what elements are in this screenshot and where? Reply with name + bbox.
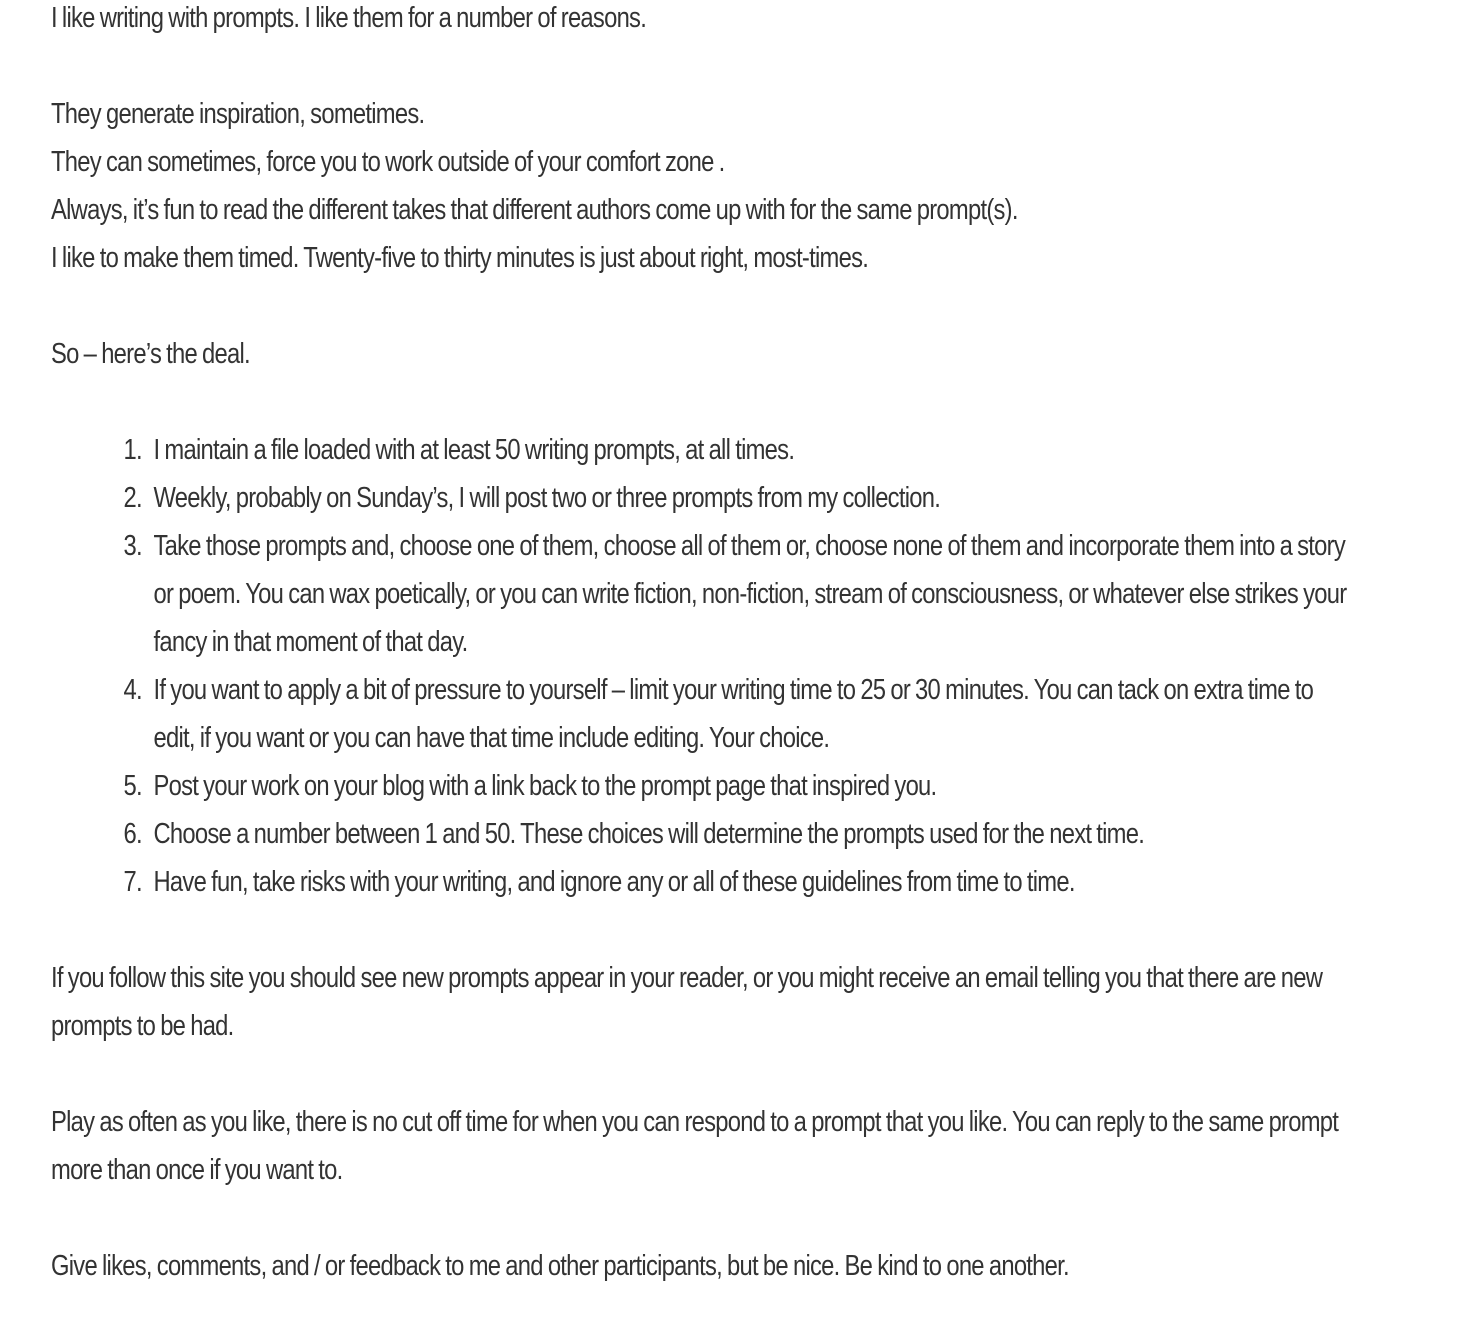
reason-line: They generate inspiration, sometimes. <box>51 98 425 130</box>
reason-line: They can sometimes, force you to work outside of your comfort zone . <box>51 146 725 178</box>
intro-paragraph: I like writing with prompts. I like them for a number of reasons. <box>51 2 647 34</box>
follow-paragraph: If you follow this site you should see new prompts appear in your reader, or you might receive an email telling you that there are new prompts to be had. <box>51 962 1323 1042</box>
post-content <box>51 0 1347 1338</box>
rules-list <box>51 426 1347 906</box>
reason-line: I like to make them timed. Twenty-five to thirty minutes is just about right, most-times. <box>51 242 869 274</box>
deal-intro: So – here’s the deal. <box>51 338 250 370</box>
rule-item: 6. Choose a number between 1 and 50. These choices will determine the prompts used for the next time. <box>147 810 1347 858</box>
rule-item: 1. I maintain a file loaded with at least 50 writing prompts, at all times. <box>147 426 1347 474</box>
kindness-paragraph: Give likes, comments, and / or feedback to me and other participants, but be nice. Be kind to one another. <box>51 1250 1069 1282</box>
rule-item: 5. Post your work on your blog with a link back to the prompt page that inspired you. <box>147 762 1347 810</box>
play-paragraph: Play as often as you like, there is no cut off time for when you can respond to a prompt that you like. You can reply to the same prompt more than once if you want to. <box>51 1106 1339 1186</box>
rule-item: 3. Take those prompts and, choose one of them, choose all of them or, choose none of them and incorporate them into a story or poem. You can wax poetically, or you can write fiction, non-fiction, stream of consciousness, or whatever else strikes your fancy in that moment of that day. <box>147 522 1347 666</box>
rule-item: 2. Weekly, probably on Sunday’s, I will post two or three prompts from my collection. <box>147 474 1347 522</box>
reason-line: Always, it’s fun to read the different takes that different authors come up with for the same prompt(s). <box>51 194 1018 226</box>
rule-item: 4. If you want to apply a bit of pressure to yourself – limit your writing time to 25 or 30 minutes. You can tack on extra time to edit, if you want or you can have that time include editing. Your choice. <box>147 666 1347 762</box>
rule-item: 7. Have fun, take risks with your writing, and ignore any or all of these guidelines from time to time. <box>147 858 1347 906</box>
